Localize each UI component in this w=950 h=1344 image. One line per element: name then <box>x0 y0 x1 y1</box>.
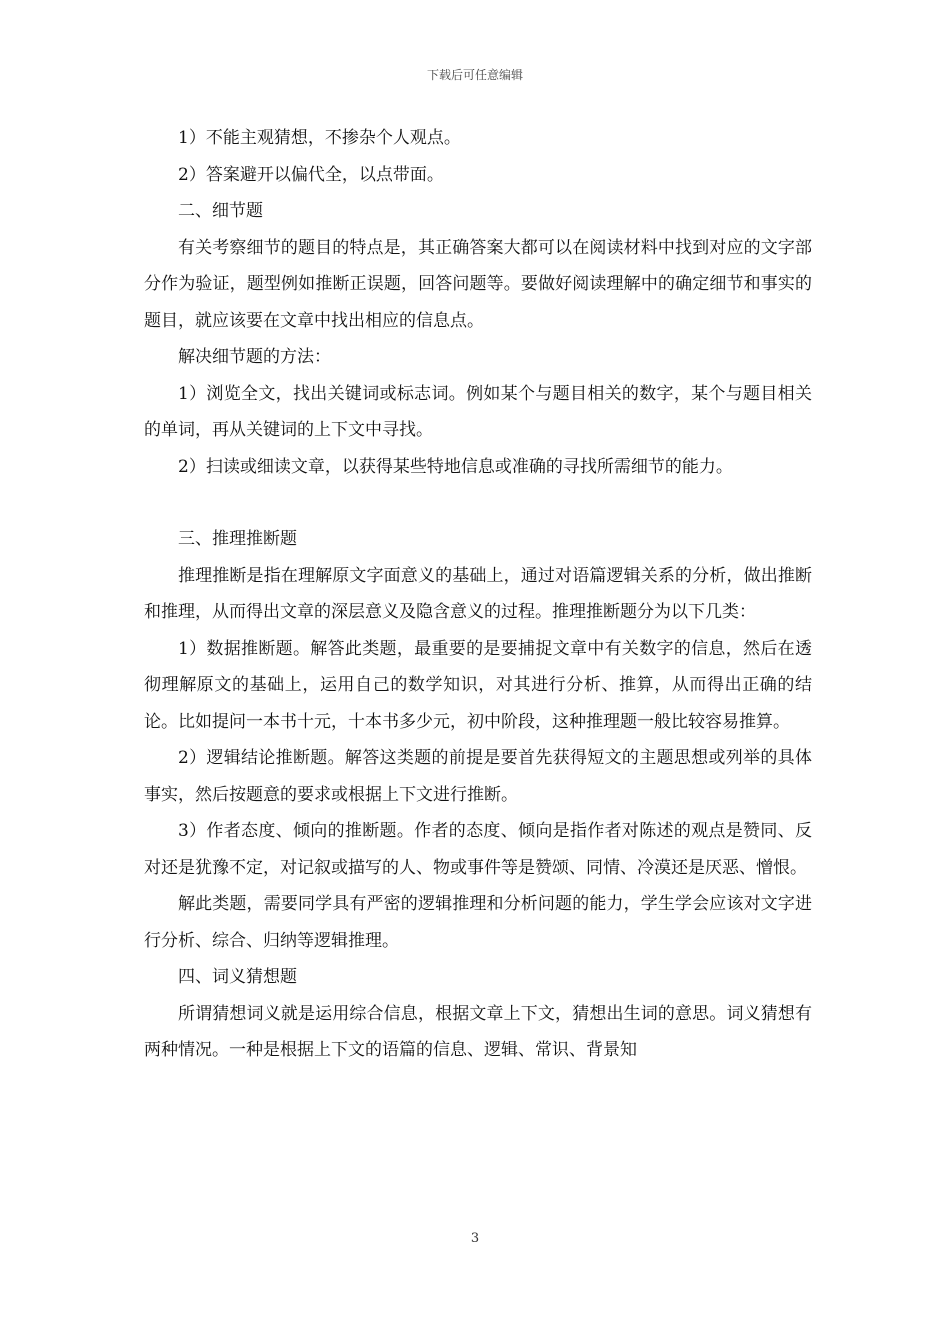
paragraph: 3）作者态度、倾向的推断题。作者的态度、倾向是指作者对陈述的观点是赞同、反对还是犹豫不定，对记叙或描写的人、物或事件等是赞颂、同情、冷漠还是厌恶、憎恨。 <box>144 821 812 878</box>
paragraph: 1）数据推断题。解答此类题，最重要的是要捕捉文章中有关数字的信息，然后在透彻理解原文的基础上，运用自己的数学知识，对其进行分析、推算，从而得出正确的结论。比如提问一本书十元，十本书多少元，初中阶段，这种推理题一般比较容易推算。 <box>144 638 812 732</box>
section-heading: 二、细节题 <box>178 201 263 221</box>
paragraph: 2）扫读或细读文章，以获得某些特地信息或准确的寻找所需细节的能力。 <box>178 456 733 477</box>
page-number: 3 <box>470 1231 480 1246</box>
page-header: 下载后可任意编辑 <box>426 68 523 82</box>
section-heading: 四、词义猜想题 <box>178 967 297 987</box>
paragraph: 解此类题，需要同学具有严密的逻辑推理和分析问题的能力，学生学会应该对文字进行分析、综合、归纳等逻辑推理。 <box>144 894 812 951</box>
blank-line <box>144 485 812 521</box>
paragraph: 有关考察细节的题目的特点是，其正确答案大都可以在阅读材料中找到对应的文字部分作为验证，题型例如推断正误题，回答问题等。要做好阅读理解中的确定细节和事实的题目，就应该要在文章中找出相应的信息点。 <box>144 237 812 331</box>
paragraph: 解决细节题的方法： <box>178 347 331 367</box>
paragraph: 2）答案避开以偏代全，以点带面。 <box>178 164 444 185</box>
paragraph: 1）浏览全文，找出关键词或标志词。例如某个与题目相关的数字，某个与题目相关的单词，再从关键词的上下文中寻找。 <box>144 383 812 440</box>
paragraph: 推理推断是指在理解原文字面意义的基础上，通过对语篇逻辑关系的分析，做出推断和推理，从而得出文章的深层意义及隐含意义的过程。推理推断题分为以下几类： <box>144 565 812 622</box>
paragraph: 所谓猜想词义就是运用综合信息，根据文章上下文，猜想出生词的意思。词义猜想有两种情况。一种是根据上下文的语篇的信息、逻辑、常识、背景知 <box>144 1003 812 1060</box>
section-heading: 三、推理推断题 <box>178 529 297 549</box>
paragraph: 2）逻辑结论推断题。解答这类题的前提是要首先获得短文的主题思想或列举的具体事实，然后按题意的要求或根据上下文进行推断。 <box>144 748 812 805</box>
document-body <box>144 120 812 1069</box>
paragraph: 1）不能主观猜想，不掺杂个人观点。 <box>178 128 461 148</box>
